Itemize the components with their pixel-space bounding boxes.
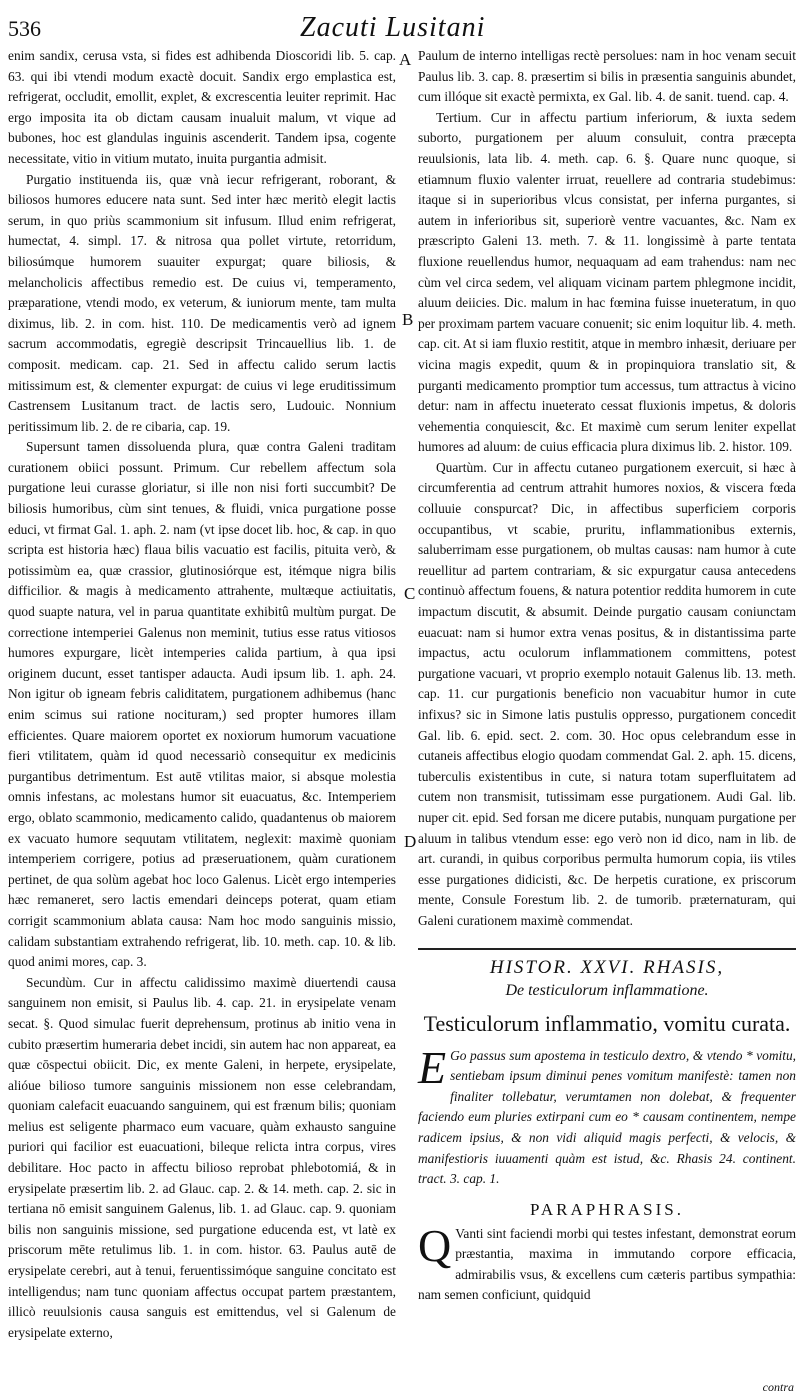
case-text-block <box>418 1041 796 1190</box>
section-title: Testiculorum inflammatio, vomitu curata. <box>423 1010 791 1036</box>
history-subtitle: De testiculorum inflammatione. <box>505 981 709 999</box>
right-paragraph-1: Paulum de interno intelligas rectè persolues: nam in hoc venam secuit Paulus lib. 3. cap. 8. præsertim si bilis in præsentia sanguinis abundet, cum illóque sit exactè permixta, ex Gal. lib. 4. de sanit. tuend. cap. 4. <box>418 48 796 105</box>
section-divider <box>418 948 796 950</box>
paraphrasis-text: Vanti sint faciendi morbi qui testes infestant, demonstrat eorum præstantia, maxima in immutando corpore efficacia, admirabilis vsus, & excellens cum cæteris partibus sympathia: nam semen conficiunt, quidquid <box>418 1225 796 1303</box>
margin-marker-d: D <box>404 832 417 851</box>
left-paragraph-2: Purgatio instituenda iis, quæ vnà iecur refrigerant, roborant, & biliosos humores educere nata sunt. Sed inter hæc meritò elegit lactis serum, in quo priùs scammonium sit infusum. Illud enim refrigerat, humectat, 4. simpl. 17. & nitrosa qua pollet virtute, retorridum, biliosúmque humorem suauiter expurgat; quare biliosis, & melancholicis affectibus remedio est. De cuius vi, temperamento, præparatione, vtendi modo, ex veterum, & iuniorum mente, tam multa diximus, lib. 2. in com. hist. 110. De medicamentis verò ad ignem sacrum accommodatis, egregiè descripsit Trincauellius lib. 1. de composit. medicam. cap. 21. Sed in affectu calido serum lactis mitissimum est, & clementer expurgat: de cuius vi lege eruditissimum Castrensem Lusitanum tract. de lactis sero, Ludouic. Nonnium peritissimum lib. 2. de re cibaria, cap. 19. <box>8 171 396 434</box>
catchword: contra <box>762 1380 794 1394</box>
paraphrasis-heading: PARAPHRASIS. <box>530 1199 684 1219</box>
left-paragraph-4: Secundùm. Cur in affectu calidissimo maximè diuertendi causa sanguinem non emisit, si Paulus lib. 4. cap. 21. in erysipelate venam secat. §. Quod simulac fuerit deprehensum, protinus ab initio vena in cubito præsertim humeraria debet incidi, sin autem hac non appareat, ea quæ cōspectui obiicit. Dic, ex mente Galeni, in herpete, erysipelate, alióue bilioso tumore sanguinis missionem non esse celebrandam, quoniam calefacit euacuando sanguinem, qui est frænum bilis; quoniam melius est seligente pharmaco eum vacuare, quàm exhausto sanguine puriori qui facilior est euacuationi, bileque relicta intra corpus, vires debilitare. Hoc pacto in affectu bilioso reprobat phlebotomiá, & in erysipelate præsertim lib. 2. ad Glauc. cap. 2. & 14. meth. cap. 2. sic in tertiana nō emisit sanguinem Galenus, lib. 1. ad Glauc. cap. 9. quoniam bilis non sanguinis missione, sed purgatione educenda est, vt latè ex priscorum mēte retulimus lib. 1. in com. histor. 63. Paulus autē de erysipelate cerebri, aut à tenui, feruentissimóque sanguine concitato est intelligendus; nam tunc quoniam affectus occupat partem præstantem, illicò reuulsionis causa sanguis est emittendus, vel si Galenum de erysipelate externo, <box>8 974 396 1340</box>
left-column <box>8 46 396 1343</box>
right-column <box>418 46 796 1306</box>
drop-cap-q: Q <box>418 1219 452 1271</box>
margin-marker-a: A <box>399 50 412 69</box>
history-heading: HISTOR. XXVI. RHASIS, <box>489 956 725 978</box>
running-title: Zacuti Lusitani <box>300 12 486 43</box>
case-text: Go passus sum apostema in testiculo dextro, & vtendo * vomitu, sentiebam ipsum diminui penes vomitum manifestè: tamen non finaliter tollebatur, verumtamen non dolebat, & frequenter faciendo eum pluries extirpani cum eo * causam continentem, nempe radicem ipsius, & non vidi aliquid magis perfecti, & velocis, & manifestioris iuuamenti quàm est istud, &c. Rhasis 24. continent. tract. 3. cap. 1. <box>418 1047 796 1187</box>
margin-marker-b: B <box>402 310 414 329</box>
page-header <box>0 6 800 46</box>
page-number: 536 <box>8 16 41 41</box>
left-paragraph-3: Supersunt tamen dissoluenda plura, quæ contra Galeni traditam curationem obiici possunt. Primum. Cur rebellem affectum sola purgatione leui curasse gloriatur, si ille non nisi forti succumbit? De biliosis humoribus, cùm sint tenues, & fluidi, vnica purgatione posse educi, vt firmat Gal. 1. aph. 2. nam (vt ipse docet lib. hoc, & cap. in quo scripta est historia hæc) flaua bilis vacuatio est facilis, pituita verò, & potissimùm ea, quæ crassior, glutinosiórque est, itémque nigra bilis difficilior. & magis à medicamento attrahente, multæque actiuitatis, quod suapte natura, vel in parua quantitate exhibitû multùm purgat. De correctione intemperiei Galenus non meminit, tutius esse ratus vitiosos humores expurgare, licèt intemperies calida partium, à qua ipsi originem ducunt, esset tantisper adaucta. Audi ipsum lib. 1. aph. 24. Non igitur ob igneam febris caliditatem, purgationem adhibemus (hanc enim scimus sui ratione nocituram,) sed propter humores illam efficientes. Quare maiorem oportet ex noxiorum humorum vacuatione fieri vtilitatem, quàm id quod necessariò consequitur ex medicinis purgantibus detrimentum. Est autē vtilitas maior, si absque molestia omnis infestans, ac molestans humor sit euacuatus, &c. Intemperiem ergo, oblato scammonio, medicamento calido, quadantenus ob maiorem ex vacuato humore sequutam vtilitatem, neglexit: maximè quoniam intemperiem corrigere, potius ad præseruationem, quàm curationem pertinet, de qua solùm agebat hoc loco Galenus. Licèt ergo intemperies hæc remaneret, sero lactis emendari deinceps poterat, quam etiam corrigit scammonium ablata causa: Nam hoc modo sanguinis missio, calidam substantiam extrahendo refrigerat, lib. 10. meth. cap. 10. & lib. quod animi mores, cap. 3. <box>8 439 396 970</box>
right-paragraph-3: Quartùm. Cur in affectu cutaneo purgationem exercuit, si hæc à circumferentia ad centrum attrahit humores noxios, & viscera fœda colluuie conspurcat? Dic, in affectibus superficiem corporis occupantibus, vt scabie, pruritu, inflammationibus externis, saluberrimam esse purgationem, ob multas causas: nam humor à cute reuellitur ad partem contrariam, & sic expurgatur causa antecedens continuò affectum fouens, & natura potentior reddita humorem in cute impactum discutit, & absumit. Deinde purgatio causam coniunctam euacuat: nam si humor extra venas positus, & in distantissima parte impactus, actu oculorum inflammationem committens, potest purgatione vacuari, vt proprio exemplo notauit Galenus lib. 13. meth. cap. 11. cur purgationis beneficio non vacuabitur humor in cute infixus? sic in Simone latis pustulis oppresso, purgationem concedit Gal. lib. 6. epid. sect. 2. com. 30. Hoc opus celebrandum esse in cutaneis affectibus elogio quodam commendat Gal. 2. aph. 15. dicens, tuberculis existentibus in cute, si natura totam superfluitatem ad cutem non transmisit, tutissimam esse purgationem. Audi Gal. lib. nuper cit. epid. Sed forsan me dicere putabis, nunquam purgatione per aluum in talibus vtendum esse: ego verò non id dico, nam in lib. de art. curandi, in quibus corporibus permulta humorum copia, iis vtiles esse purgationes didicisti, &c. De herpetis curatione, ex priscorum mente, Consule Forestum lib. 2. de tumorib. præternaturam, qui Galeni curationem maximè commendat. <box>418 459 796 928</box>
right-paragraph-2: Tertium. Cur in affectu partium inferiorum, & iuxta sedem suborto, purgationem per aluum consuluit, contra præcepta reuulsionis, lata lib. 4. meth. cap. 6. §. Quare nunc quoque, si etiamnum fluxio valenter irruat, reuellere ad contraria studebimus: itaque si in superioribus vlcus consistat, per inferna purgantes, si autem in inferioribus sit, superiorè ventre vacuantes, &c. Nam ex præscripto Galeni 13. meth. 7. & 11. longissimè à parte tentata fluxione reuellendus humor, nequaquam ad eam trahendus: nam nec cùm vel circa sedem, vel aliquam vicinam partem phlegmone incidit, aluum deiicies. Dic. malum in hac fœmina fuisse inueteratum, in quo per proximam partem vacuare conuenit; sic enim loquitur lib. 4. meth. cap. cit. At si iam fluxio restitit, atque in membro inhæsit, deriuare per vicina magis expedit, quum & in propinquiora translatio sit, & purganti medicamento promptior tum accessus, tum attractus à vicino detur: nam in affectu inueterato cessat fluxionis impetus, & doloris vehementia conquiescit, &c. Et maximè cum serum leniter expellat humores ad aluum: de cuius efficacia plura diximus lib. 2. histor. 109. <box>418 109 796 455</box>
drop-cap-e: E <box>418 1041 447 1093</box>
margin-marker-c: C <box>404 584 416 603</box>
left-paragraph-1: enim sandix, cerusa vsta, si fides est adhibenda Dioscoridi lib. 5. cap. 63. qui ibi vtendi modum exactè docuit. Sandix ergo emplastica est, refrigerat, occludit, emollit, explet, & excrescentia leuiter reprimit. Hac ergo imposita ita ob dictam causam inualuit malum, vt vique ad bubones, hoc est glandulas inguinis ascenderit. Tandem ipsa, cogente necessitate, vitio in vitium mutato, inuita purgantia admisit. <box>8 48 396 166</box>
paraphrasis-block <box>418 1219 796 1306</box>
